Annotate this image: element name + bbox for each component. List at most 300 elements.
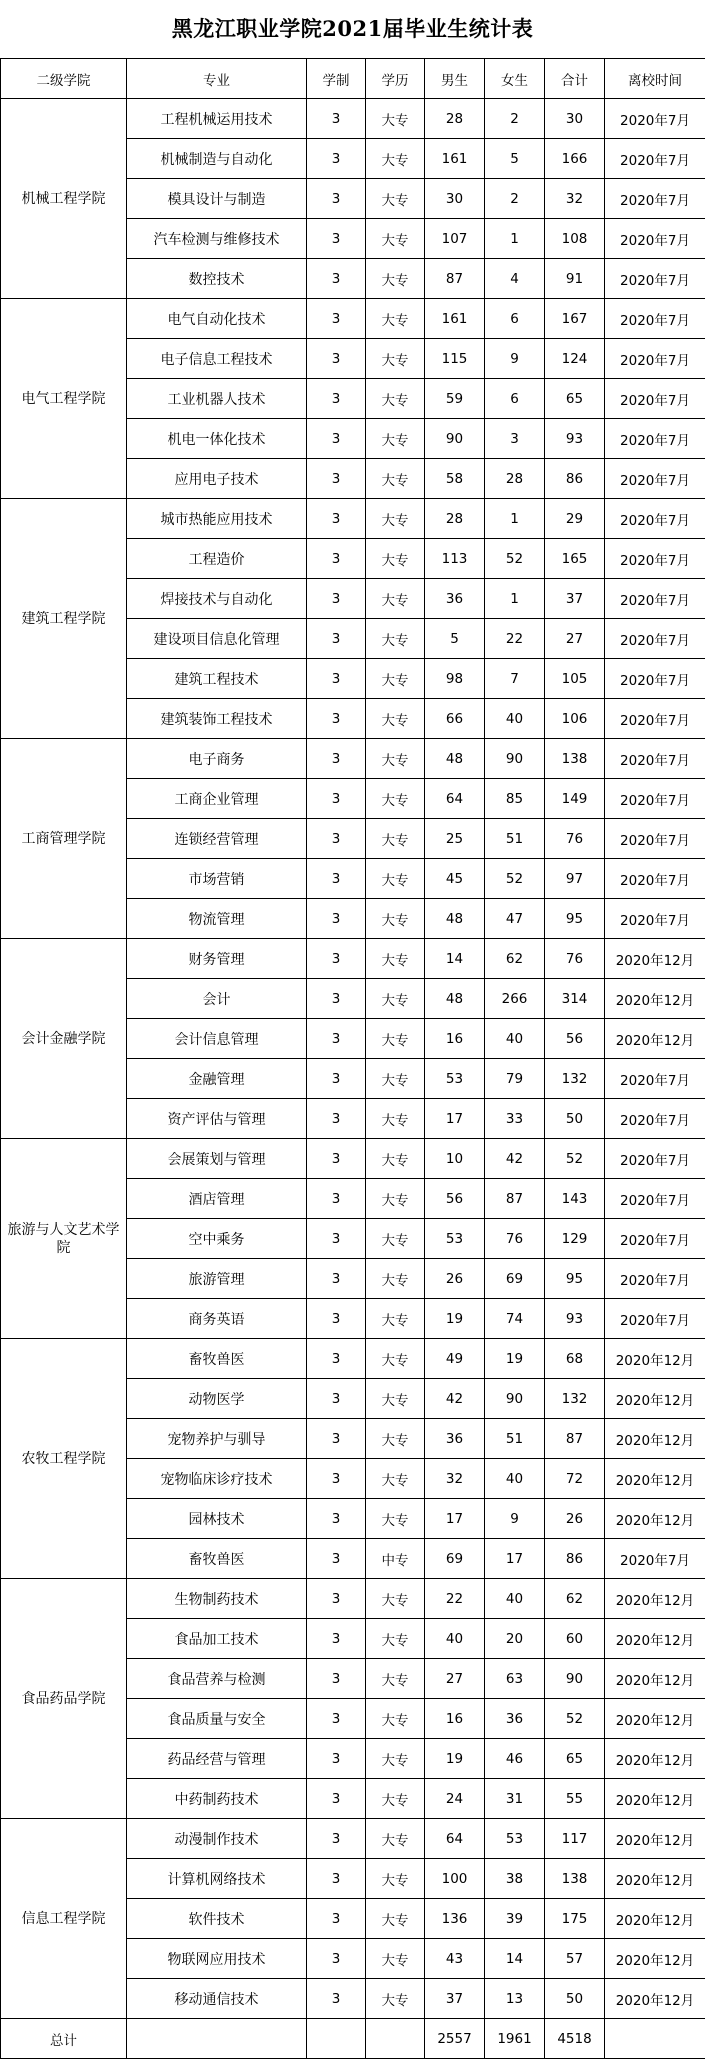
male-count-cell: 32 [425,1459,485,1499]
header-total: 合计 [545,59,605,99]
male-count-cell: 42 [425,1379,485,1419]
male-count-cell: 59 [425,379,485,419]
total-count-cell: 29 [545,499,605,539]
leave-date-cell: 2020年7月 [605,219,705,259]
degree-cell: 大专 [366,419,425,459]
male-count-cell: 16 [425,1019,485,1059]
leave-date-cell: 2020年7月 [605,819,705,859]
degree-cell: 大专 [366,1939,425,1979]
duration-cell: 3 [307,259,366,299]
header-row [1,59,705,99]
leave-date-cell: 2020年7月 [605,1059,705,1099]
female-count-cell: 40 [485,1459,545,1499]
total-count-cell: 105 [545,659,605,699]
female-count-cell: 51 [485,819,545,859]
total-count-cell: 90 [545,1659,605,1699]
leave-date-cell: 2020年7月 [605,739,705,779]
male-count-cell: 17 [425,1099,485,1139]
table-row [1,1579,705,1619]
degree-cell: 大专 [366,459,425,499]
duration-cell: 3 [307,1419,366,1459]
degree-cell: 大专 [366,99,425,139]
degree-cell: 中专 [366,1539,425,1579]
major-cell: 焊接技术与自动化 [127,579,307,619]
male-count-cell: 22 [425,1579,485,1619]
leave-date-cell: 2020年12月 [605,1379,705,1419]
degree-cell: 大专 [366,539,425,579]
female-count-cell: 62 [485,939,545,979]
male-count-cell: 69 [425,1539,485,1579]
total-count-cell: 132 [545,1379,605,1419]
duration-cell: 3 [307,1019,366,1059]
degree-cell: 大专 [366,1419,425,1459]
total-count-cell: 65 [545,379,605,419]
degree-cell: 大专 [366,1259,425,1299]
major-cell: 资产评估与管理 [127,1099,307,1139]
female-count-cell: 20 [485,1619,545,1659]
male-count-cell: 161 [425,299,485,339]
total-count-cell: 138 [545,1859,605,1899]
male-count-cell: 5 [425,619,485,659]
major-cell: 数控技术 [127,259,307,299]
degree-cell: 大专 [366,1899,425,1939]
leave-date-cell: 2020年7月 [605,419,705,459]
major-cell: 建筑装饰工程技术 [127,699,307,739]
leave-date-cell: 2020年7月 [605,1219,705,1259]
duration-cell: 3 [307,739,366,779]
degree-cell: 大专 [366,1219,425,1259]
major-cell: 畜牧兽医 [127,1339,307,1379]
degree-cell: 大专 [366,859,425,899]
graduate-statistics-table [0,58,705,2059]
total-male: 2557 [425,2019,485,2059]
male-count-cell: 64 [425,779,485,819]
duration-cell: 3 [307,1179,366,1219]
male-count-cell: 87 [425,259,485,299]
college-cell: 旅游与人文艺术学院 [1,1139,127,1339]
total-count-cell: 97 [545,859,605,899]
degree-cell: 大专 [366,1019,425,1059]
female-count-cell: 28 [485,459,545,499]
female-count-cell: 14 [485,1939,545,1979]
leave-date-cell: 2020年12月 [605,1979,705,2019]
male-count-cell: 27 [425,1659,485,1699]
major-cell: 会计 [127,979,307,1019]
total-count-cell: 86 [545,459,605,499]
total-count-cell: 108 [545,219,605,259]
female-count-cell: 36 [485,1699,545,1739]
total-count-cell: 87 [545,1419,605,1459]
female-count-cell: 53 [485,1819,545,1859]
degree-cell: 大专 [366,139,425,179]
degree-cell: 大专 [366,339,425,379]
male-count-cell: 43 [425,1939,485,1979]
degree-cell: 大专 [366,1179,425,1219]
header-major: 专业 [127,59,307,99]
header-college: 二级学院 [1,59,127,99]
male-count-cell: 14 [425,939,485,979]
table-row [1,99,705,139]
degree-cell: 大专 [366,1099,425,1139]
total-count-cell: 62 [545,1579,605,1619]
major-cell: 食品质量与安全 [127,1699,307,1739]
major-cell: 食品营养与检测 [127,1659,307,1699]
degree-cell: 大专 [366,1779,425,1819]
total-count-cell: 30 [545,99,605,139]
major-cell: 软件技术 [127,1899,307,1939]
female-count-cell: 6 [485,299,545,339]
leave-date-cell: 2020年7月 [605,499,705,539]
major-cell: 生物制药技术 [127,1579,307,1619]
male-count-cell: 19 [425,1299,485,1339]
leave-date-cell: 2020年12月 [605,1459,705,1499]
college-cell: 农牧工程学院 [1,1339,127,1579]
female-count-cell: 5 [485,139,545,179]
degree-cell: 大专 [366,1859,425,1899]
header-female: 女生 [485,59,545,99]
duration-cell: 3 [307,1619,366,1659]
degree-cell: 大专 [366,899,425,939]
duration-cell: 3 [307,1699,366,1739]
female-count-cell: 38 [485,1859,545,1899]
male-count-cell: 48 [425,739,485,779]
female-count-cell: 4 [485,259,545,299]
female-count-cell: 6 [485,379,545,419]
leave-date-cell: 2020年7月 [605,1259,705,1299]
male-count-cell: 16 [425,1699,485,1739]
leave-date-cell: 2020年7月 [605,539,705,579]
total-row [1,2019,705,2059]
degree-cell: 大专 [366,739,425,779]
total-count-cell: 124 [545,339,605,379]
male-count-cell: 66 [425,699,485,739]
duration-cell: 3 [307,339,366,379]
degree-cell: 大专 [366,1139,425,1179]
degree-cell: 大专 [366,1339,425,1379]
female-count-cell: 90 [485,1379,545,1419]
major-cell: 会展策划与管理 [127,1139,307,1179]
leave-date-cell: 2020年7月 [605,339,705,379]
leave-date-cell: 2020年7月 [605,659,705,699]
total-count-cell: 93 [545,419,605,459]
male-count-cell: 100 [425,1859,485,1899]
female-count-cell: 85 [485,779,545,819]
total-count-cell: 95 [545,899,605,939]
total-count-cell: 55 [545,1779,605,1819]
leave-date-cell: 2020年7月 [605,1179,705,1219]
college-cell: 电气工程学院 [1,299,127,499]
male-count-cell: 98 [425,659,485,699]
major-cell: 建设项目信息化管理 [127,619,307,659]
major-cell: 畜牧兽医 [127,1539,307,1579]
duration-cell: 3 [307,1539,366,1579]
total-count-cell: 167 [545,299,605,339]
male-count-cell: 48 [425,979,485,1019]
leave-date-cell: 2020年12月 [605,1499,705,1539]
duration-cell: 3 [307,699,366,739]
leave-date-cell: 2020年7月 [605,179,705,219]
table-body [1,99,705,2019]
leave-date-cell: 2020年12月 [605,979,705,1019]
male-count-cell: 64 [425,1819,485,1859]
duration-cell: 3 [307,1259,366,1299]
total-count-cell: 165 [545,539,605,579]
major-cell: 药品经营与管理 [127,1739,307,1779]
male-count-cell: 17 [425,1499,485,1539]
major-cell: 移动通信技术 [127,1979,307,2019]
male-count-cell: 36 [425,1419,485,1459]
leave-date-cell: 2020年7月 [605,899,705,939]
total-count-cell: 50 [545,1099,605,1139]
male-count-cell: 25 [425,819,485,859]
degree-cell: 大专 [366,499,425,539]
male-count-cell: 36 [425,579,485,619]
total-count-cell: 52 [545,1699,605,1739]
female-count-cell: 47 [485,899,545,939]
total-count-cell: 143 [545,1179,605,1219]
total-count-cell: 106 [545,699,605,739]
duration-cell: 3 [307,779,366,819]
total-count-cell: 27 [545,619,605,659]
total-count-cell: 32 [545,179,605,219]
table-row [1,499,705,539]
table-row [1,1139,705,1179]
duration-cell: 3 [307,219,366,259]
major-cell: 机电一体化技术 [127,419,307,459]
leave-date-cell: 2020年7月 [605,459,705,499]
male-count-cell: 53 [425,1059,485,1099]
major-cell: 中药制药技术 [127,1779,307,1819]
total-label: 总计 [1,2019,127,2059]
duration-cell: 3 [307,539,366,579]
header-degree: 学历 [366,59,425,99]
table-row [1,939,705,979]
degree-cell: 大专 [366,1819,425,1859]
duration-cell: 3 [307,1059,366,1099]
duration-cell: 3 [307,1139,366,1179]
duration-cell: 3 [307,819,366,859]
college-cell: 机械工程学院 [1,99,127,299]
duration-cell: 3 [307,619,366,659]
page-title: 黑龙江职业学院2021届毕业生统计表 [0,0,705,58]
female-count-cell: 40 [485,1019,545,1059]
major-cell: 连锁经营管理 [127,819,307,859]
table-row [1,1819,705,1859]
duration-cell: 3 [307,1299,366,1339]
college-cell: 食品药品学院 [1,1579,127,1819]
college-cell: 会计金融学院 [1,939,127,1139]
degree-cell: 大专 [366,1299,425,1339]
leave-date-cell: 2020年7月 [605,779,705,819]
male-count-cell: 19 [425,1739,485,1779]
leave-date-cell: 2020年7月 [605,699,705,739]
major-cell: 动物医学 [127,1379,307,1419]
degree-cell: 大专 [366,939,425,979]
major-cell: 酒店管理 [127,1179,307,1219]
major-cell: 机械制造与自动化 [127,139,307,179]
female-count-cell: 79 [485,1059,545,1099]
female-count-cell: 9 [485,339,545,379]
major-cell: 电子商务 [127,739,307,779]
degree-cell: 大专 [366,659,425,699]
degree-cell: 大专 [366,579,425,619]
duration-cell: 3 [307,1979,366,2019]
total-count-cell: 175 [545,1899,605,1939]
table-row [1,1339,705,1379]
duration-cell: 3 [307,979,366,1019]
duration-cell: 3 [307,299,366,339]
male-count-cell: 56 [425,1179,485,1219]
duration-cell: 3 [307,899,366,939]
duration-cell: 3 [307,1339,366,1379]
duration-cell: 3 [307,179,366,219]
degree-cell: 大专 [366,379,425,419]
major-cell: 计算机网络技术 [127,1859,307,1899]
total-empty-cell [307,2019,366,2059]
total-count-cell: 86 [545,1539,605,1579]
degree-cell: 大专 [366,699,425,739]
total-count-cell: 37 [545,579,605,619]
male-count-cell: 161 [425,139,485,179]
leave-date-cell: 2020年7月 [605,859,705,899]
female-count-cell: 87 [485,1179,545,1219]
major-cell: 物流管理 [127,899,307,939]
major-cell: 物联网应用技术 [127,1939,307,1979]
leave-date-cell: 2020年7月 [605,259,705,299]
leave-date-cell: 2020年12月 [605,1819,705,1859]
leave-date-cell: 2020年12月 [605,1859,705,1899]
female-count-cell: 2 [485,99,545,139]
leave-date-cell: 2020年7月 [605,1099,705,1139]
major-cell: 电气自动化技术 [127,299,307,339]
header-male: 男生 [425,59,485,99]
duration-cell: 3 [307,579,366,619]
leave-date-cell: 2020年12月 [605,1939,705,1979]
duration-cell: 3 [307,1899,366,1939]
major-cell: 模具设计与制造 [127,179,307,219]
female-count-cell: 1 [485,219,545,259]
degree-cell: 大专 [366,619,425,659]
leave-date-cell: 2020年7月 [605,139,705,179]
leave-date-cell: 2020年12月 [605,1659,705,1699]
female-count-cell: 22 [485,619,545,659]
female-count-cell: 13 [485,1979,545,2019]
header-duration: 学制 [307,59,366,99]
male-count-cell: 37 [425,1979,485,2019]
leave-date-cell: 2020年7月 [605,1299,705,1339]
leave-date-cell: 2020年12月 [605,1739,705,1779]
duration-cell: 3 [307,1379,366,1419]
degree-cell: 大专 [366,1979,425,2019]
degree-cell: 大专 [366,1499,425,1539]
degree-cell: 大专 [366,179,425,219]
duration-cell: 3 [307,1219,366,1259]
major-cell: 工业机器人技术 [127,379,307,419]
female-count-cell: 9 [485,1499,545,1539]
table-row [1,739,705,779]
leave-date-cell: 2020年12月 [605,1779,705,1819]
leave-date-cell: 2020年12月 [605,1619,705,1659]
duration-cell: 3 [307,419,366,459]
degree-cell: 大专 [366,1739,425,1779]
major-cell: 宠物养护与驯导 [127,1419,307,1459]
duration-cell: 3 [307,499,366,539]
major-cell: 工程造价 [127,539,307,579]
total-count-cell: 166 [545,139,605,179]
table-row [1,299,705,339]
leave-date-cell: 2020年7月 [605,299,705,339]
female-count-cell: 7 [485,659,545,699]
total-count-cell: 68 [545,1339,605,1379]
female-count-cell: 266 [485,979,545,1019]
total-count-cell: 57 [545,1939,605,1979]
duration-cell: 3 [307,459,366,499]
leave-date-cell: 2020年12月 [605,1899,705,1939]
degree-cell: 大专 [366,1459,425,1499]
female-count-cell: 1 [485,579,545,619]
total-female: 1961 [485,2019,545,2059]
total-count-cell: 76 [545,939,605,979]
degree-cell: 大专 [366,779,425,819]
male-count-cell: 90 [425,419,485,459]
degree-cell: 大专 [366,1059,425,1099]
duration-cell: 3 [307,1739,366,1779]
duration-cell: 3 [307,1579,366,1619]
duration-cell: 3 [307,1819,366,1859]
major-cell: 汽车检测与维修技术 [127,219,307,259]
total-count-cell: 117 [545,1819,605,1859]
total-count-cell: 129 [545,1219,605,1259]
duration-cell: 3 [307,1099,366,1139]
female-count-cell: 40 [485,1579,545,1619]
female-count-cell: 76 [485,1219,545,1259]
male-count-cell: 53 [425,1219,485,1259]
male-count-cell: 136 [425,1899,485,1939]
leave-date-cell: 2020年7月 [605,1139,705,1179]
total-count-cell: 132 [545,1059,605,1099]
leave-date-cell: 2020年7月 [605,579,705,619]
total-count-cell: 50 [545,1979,605,2019]
total-count-cell: 95 [545,1259,605,1299]
degree-cell: 大专 [366,1379,425,1419]
major-cell: 应用电子技术 [127,459,307,499]
degree-cell: 大专 [366,219,425,259]
female-count-cell: 42 [485,1139,545,1179]
major-cell: 工程机械运用技术 [127,99,307,139]
female-count-cell: 46 [485,1739,545,1779]
total-count-cell: 26 [545,1499,605,1539]
major-cell: 旅游管理 [127,1259,307,1299]
male-count-cell: 24 [425,1779,485,1819]
total-count-cell: 65 [545,1739,605,1779]
major-cell: 商务英语 [127,1299,307,1339]
duration-cell: 3 [307,859,366,899]
college-cell: 工商管理学院 [1,739,127,939]
duration-cell: 3 [307,1499,366,1539]
leave-date-cell: 2020年7月 [605,99,705,139]
total-empty-cell [605,2019,705,2059]
male-count-cell: 49 [425,1339,485,1379]
degree-cell: 大专 [366,979,425,1019]
female-count-cell: 31 [485,1779,545,1819]
degree-cell: 大专 [366,259,425,299]
duration-cell: 3 [307,939,366,979]
male-count-cell: 40 [425,1619,485,1659]
female-count-cell: 19 [485,1339,545,1379]
total-count-cell: 91 [545,259,605,299]
total-count-cell: 52 [545,1139,605,1179]
duration-cell: 3 [307,659,366,699]
